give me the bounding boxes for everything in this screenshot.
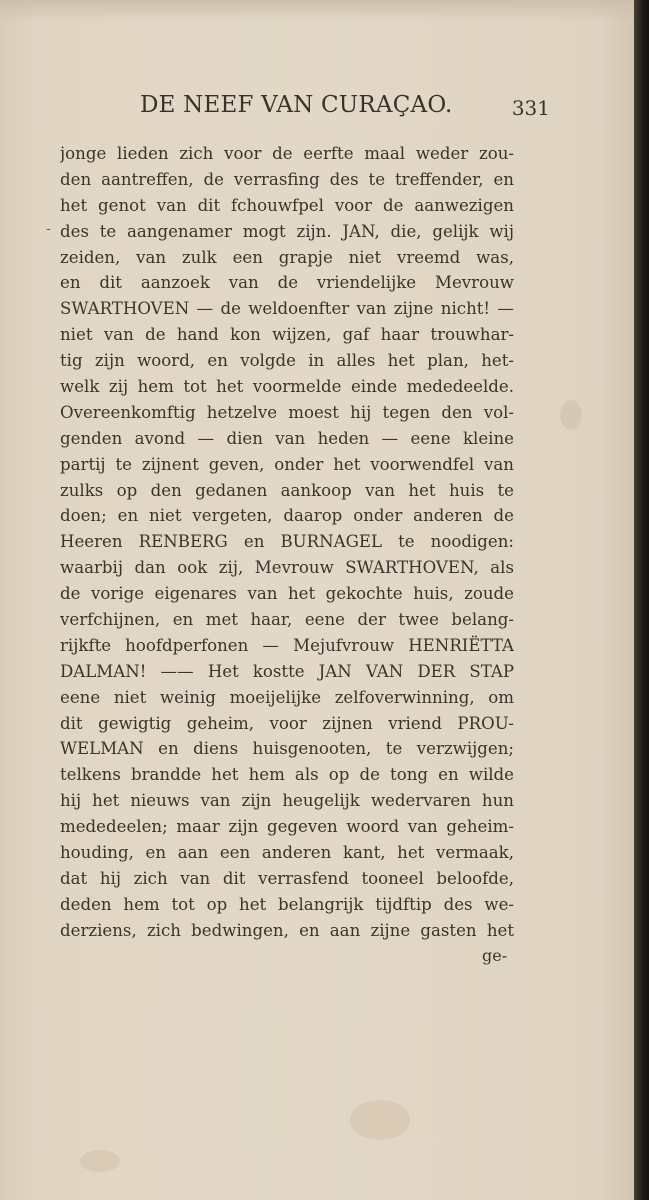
running-title: DE NEEF VAN CURAÇAO. — [140, 92, 453, 118]
text-line: des te aangenamer mogt zijn. JAN, die, gelijk wij — [60, 221, 514, 241]
text-line: WELMAN en diens huisgenooten, te verzwijgen; — [60, 739, 514, 759]
body-text — [60, 141, 514, 944]
text-line: SWARTHOVEN — de weldoenfter van zijne nicht! — — [60, 299, 514, 319]
text-line: partij te zijnent geven, onder het voorwendfel van — [60, 454, 514, 474]
text-line: waarbij dan ook zij, Mevrouw SWARTHOVEN, als — [60, 558, 514, 578]
text-line: de vorige eigenares van het gekochte huis, zoude — [60, 584, 514, 604]
text-line: DALMAN! —— Het kostte JAN VAN DER STAP — [60, 661, 514, 681]
text-line: tig zijn woord, en volgde in alles het plan, het- — [60, 351, 514, 371]
text-line: dat hij zich van dit verrasfend tooneel beloofde, — [60, 868, 514, 888]
page-edge-shadow — [634, 0, 649, 1200]
text-line: hij het nieuws van zijn heugelijk wedervaren hun — [60, 791, 514, 811]
text-line: Overeenkomftig hetzelve moest hij tegen den vol- — [60, 402, 514, 422]
text-line: derziens, zich bedwingen, en aan zijne gasten het — [60, 920, 514, 940]
text-line: zulks op den gedanen aankoop van het huis te — [60, 480, 514, 500]
text-line: genden avond — dien van heden — eene kleine — [60, 428, 514, 448]
paper-stain — [560, 400, 582, 430]
text-line: doen; en niet vergeten, daarop onder anderen de — [60, 506, 514, 526]
text-line: dit gewigtig geheim, voor zijnen vriend PROU- — [60, 713, 514, 733]
text-line: zeiden, van zulk een grapje niet vreemd was, — [60, 247, 514, 267]
paper-stain — [350, 1100, 410, 1140]
text-line: den aantreffen, de verrasfing des te treffender, en — [60, 169, 514, 189]
text-line: jonge lieden zich voor de eerfte maal weder zou- — [60, 144, 514, 163]
text-line: mededeelen; maar zijn gegeven woord van geheim- — [60, 817, 514, 837]
text-line: niet van de hand kon wijzen, gaf haar trouwhar- — [60, 325, 514, 345]
text-line: en dit aanzoek van de vriendelijke Mevrouw — [60, 273, 514, 293]
text-line: rijkfte hoofdperfonen — Mejufvrouw HENRIËTTA — [60, 635, 514, 655]
text-line: verfchijnen, en met haar, eene der twee belang- — [60, 610, 514, 630]
catchword: ge- — [482, 946, 508, 965]
paper-stain — [80, 1150, 120, 1172]
margin-mark: - — [46, 221, 51, 237]
page-number: 331 — [511, 96, 550, 120]
page-header — [140, 92, 550, 132]
text-line: deden hem tot op het belangrijk tijdftip des we- — [60, 894, 514, 914]
text-line: houding, en aan een anderen kant, het vermaak, — [60, 843, 514, 863]
text-line: het genot van dit fchouwfpel voor de aanwezigen — [60, 195, 514, 215]
text-line: eene niet weinig moeijelijke zelfoverwinning, om — [60, 687, 514, 707]
text-line: Heeren RENBERG en BURNAGEL te noodigen: — [60, 532, 514, 552]
text-line: telkens brandde het hem als op de tong en wilde — [60, 765, 514, 785]
text-line: welk zij hem tot het voormelde einde mededeelde. — [60, 377, 514, 397]
page-top-shade — [0, 0, 634, 22]
